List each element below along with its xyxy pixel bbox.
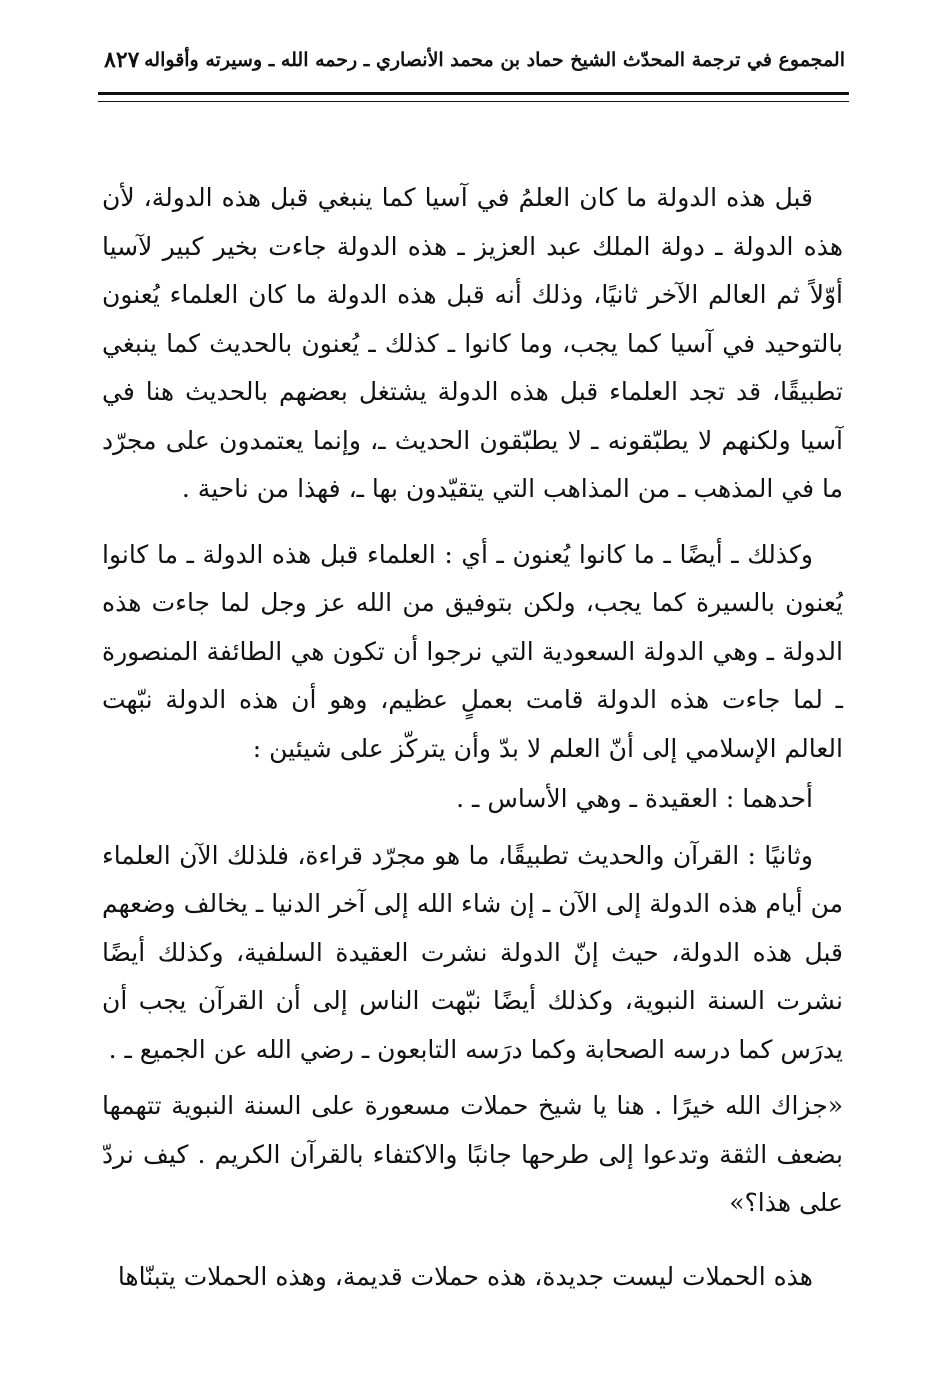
paragraph-aqida: أحدهما : العقيدة ـ وهي الأساس ـ .: [456, 784, 813, 813]
question-paragraph: «جزاك الله خيرًا . هنا يا شيخ حملات مسعورة على السنة النبوية تتهمها بضعف الثقة وتدعوا إلى طرحها جانبًا والاكتفاء بالقرآن الكريم . كيف نردّ على هذا؟»: [102, 1091, 843, 1217]
header-rule-thick: [98, 92, 849, 95]
running-title: المجموع في ترجمة المحدّث الشيخ حماد بن محمد الأنصاري ـ رحمه الله ـ وسيرته وأقواله: [144, 49, 845, 71]
body-text: [102, 174, 843, 1301]
running-header: [104, 40, 845, 80]
paragraph-sira: وكذلك ـ أيضًا ـ ما كانوا يُعنون ـ أي : العلماء قبل هذه الدولة ـ ما كانوا يُعنون بالسيرة كما يجب، ولكن بتوفيق من الله عز وجل لما جاءت هذه الدولة ـ وهي الدولة السعودية التي نرجوا أن تكون هي الطائفة المنصورة ـ لما جاءت هذه الدولة قامت بعملٍ عظيم، وهو أن هذه الدولة نبّهت العالم الإسلامي إلى أنّ العلم لا بدّ وأن يتركّز على شيئين :: [102, 539, 843, 763]
header-rule-thin: [98, 101, 849, 102]
paragraph-dawla-asia: قبل هذه الدولة ما كان العلمُ في آسيا كما ينبغي قبل هذه الدولة، لأن هذه الدولة ـ دولة الملك عبد العزيز ـ هذه الدولة جاءت بخير كبير لآسيا أوّلاً ثم العالم الآخر ثانيًا، وذلك أنه قبل هذه الدولة ما كان العلماء يُعنون بالتوحيد في آسيا كما يجب، وما كانوا ـ كذلك ـ يُعنون بالحديث كما ينبغي تطبيقًا، قد تجد العلماء قبل هذه الدولة يشتغل بعضهم بالحديث هنا في آسيا ولكنهم لا يطبّقونه ـ لا يطبّقون الحديث ـ، وإنما يعتمدون على مجرّد ما في المذهب ـ من المذاهب التي يتقيّدون بها ـ، فهذا من ناحية .: [102, 183, 843, 503]
page-number: ٨٢٧: [104, 47, 140, 73]
paragraph-quran-hadith: وثانيًا : القرآن والحديث تطبيقًا، ما هو مجرّد قراءة، فلذلك الآن العلماء من أيام هذه الدولة إلى الآن ـ إن شاء الله إلى آخر الدنيا ـ يخالف وضعهم قبل هذه الدولة، حيث إنّ الدولة نشرت العقيدة السلفية، وكذلك أيضًا نشرت السنة النبوية، وكذلك أيضًا نبّهت الناس إلى أن القرآن يجب أن يدرَس كما درسه الصحابة وكما درَسه التابعون ـ رضي الله عن الجميع ـ .: [102, 840, 843, 1064]
answer-paragraph: هذه الحملات ليست جديدة، هذه حملات قديمة، وهذه الحملات يتبنّاها: [117, 1261, 813, 1291]
